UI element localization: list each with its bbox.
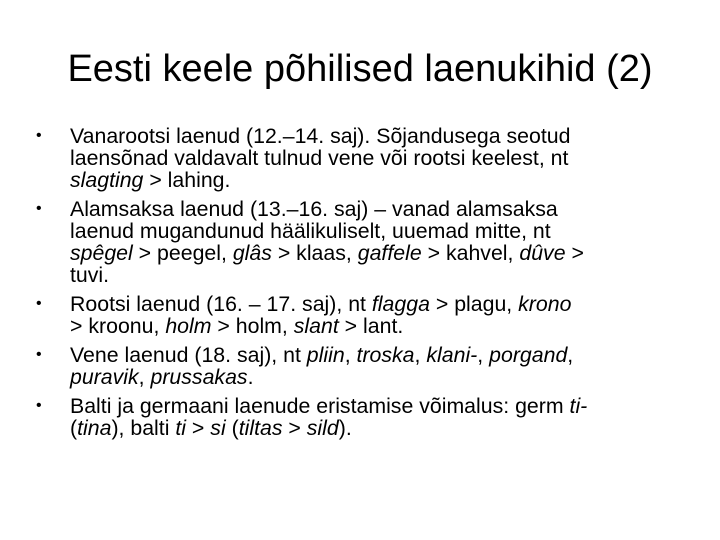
- bullet-line: [70, 264, 686, 286]
- bullet-item: [36, 344, 686, 388]
- bullet-line: [70, 242, 686, 264]
- text-run: > kroonu,: [70, 314, 166, 338]
- italic-term: puravik: [70, 365, 139, 389]
- text-run: > kahvel,: [421, 241, 520, 265]
- text-run: laensõnad valdavalt tulnud vene või rootsi keelest, nt: [70, 146, 569, 170]
- text-run: > holm,: [211, 314, 294, 338]
- italic-term: slagting: [70, 168, 144, 192]
- text-run: > plagu,: [429, 292, 519, 316]
- text-run: >: [186, 416, 211, 440]
- italic-term: ti-: [569, 394, 588, 418]
- bullet-line: [70, 147, 686, 169]
- bullet-line: [70, 344, 686, 366]
- text-run: ,: [477, 343, 490, 367]
- bullet-line: [70, 220, 686, 242]
- italic-term: troska: [356, 343, 415, 367]
- italic-term: klani-: [426, 343, 478, 367]
- italic-term: si: [210, 416, 226, 440]
- bullet-dot: •: [36, 127, 42, 144]
- slide-title: Eesti keele põhilised laenukihid (2): [67, 48, 653, 90]
- bullet-item: [36, 198, 686, 286]
- italic-term: spêgel: [70, 241, 133, 265]
- bullet-line: [70, 395, 686, 417]
- bullet-dot: •: [36, 346, 42, 363]
- text-run: ,: [414, 343, 427, 367]
- bullet-line: [70, 125, 686, 147]
- italic-term: prussakas: [150, 365, 248, 389]
- bullet-line: [70, 293, 686, 315]
- italic-term: holm: [165, 314, 212, 338]
- text-run: tuvi.: [70, 263, 110, 287]
- italic-term: porgand: [489, 343, 568, 367]
- text-run: Balti ja germaani laenude eristamise võimalus: germ: [70, 394, 570, 418]
- bullet-line: [70, 366, 686, 388]
- text-run: ), balti: [111, 416, 176, 440]
- italic-term: sild: [306, 416, 339, 440]
- italic-term: krono: [518, 292, 572, 316]
- italic-term: pliin: [306, 343, 345, 367]
- italic-term: glâs: [232, 241, 272, 265]
- text-run: > peegel,: [132, 241, 233, 265]
- text-run: (: [70, 416, 78, 440]
- text-run: ,: [344, 343, 357, 367]
- text-run: ,: [567, 343, 574, 367]
- text-run: (: [225, 416, 239, 440]
- text-run: .: [247, 365, 254, 389]
- bullet-line: [70, 315, 686, 337]
- text-run: > lant.: [338, 314, 404, 338]
- bullet-dot: •: [36, 295, 42, 312]
- italic-term: tiltas: [238, 416, 283, 440]
- text-run: > lahing.: [143, 168, 231, 192]
- text-run: >: [565, 241, 584, 265]
- text-run: ,: [138, 365, 151, 389]
- bullet-item: [36, 293, 686, 337]
- italic-term: tina: [77, 416, 112, 440]
- bullet-line: [70, 198, 686, 220]
- bullet-line: [70, 169, 686, 191]
- bullet-dot: •: [36, 200, 42, 217]
- bullet-list: [36, 125, 686, 446]
- text-run: >: [282, 416, 307, 440]
- italic-term: slant: [293, 314, 339, 338]
- text-run: > klaas,: [271, 241, 358, 265]
- italic-term: gaffele: [357, 241, 422, 265]
- italic-term: flagga: [371, 292, 430, 316]
- italic-term: dûve: [519, 241, 566, 265]
- text-run: Rootsi laenud (16. – 17. saj), nt: [70, 292, 372, 316]
- text-run: ).: [338, 416, 352, 440]
- bullet-item: [36, 395, 686, 439]
- bullet-item: [36, 125, 686, 191]
- text-run: laenud mugandunud häälikuliselt, uuemad mitte, nt: [70, 219, 551, 243]
- text-run: Vanarootsi laenud (12.–14. saj). Sõjandusega seotud: [70, 124, 571, 148]
- text-run: Vene laenud (18. saj), nt: [70, 343, 307, 367]
- text-run: Alamsaksa laenud (13.–16. saj) – vanad alamsaksa: [70, 197, 558, 221]
- bullet-line: [70, 417, 686, 439]
- bullet-dot: •: [36, 397, 42, 414]
- italic-term: ti: [175, 416, 187, 440]
